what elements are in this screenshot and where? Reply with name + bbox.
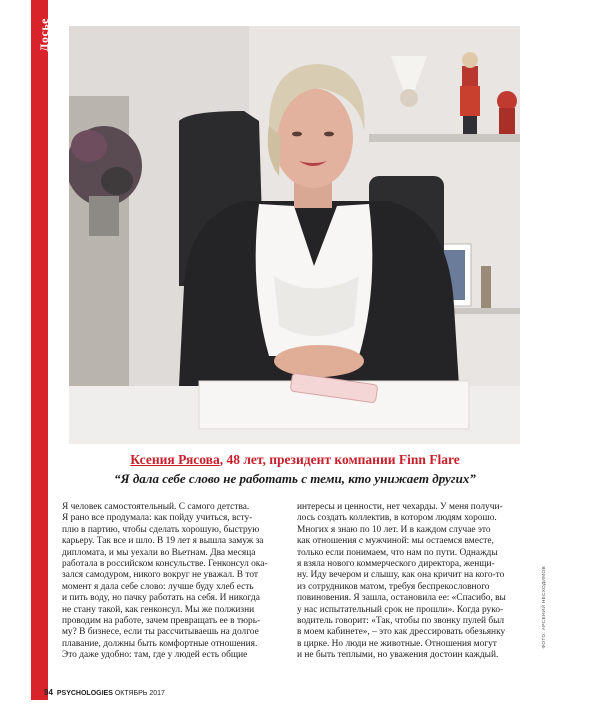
caption-person-name: Ксения Рясова: [130, 452, 220, 467]
text-line: и не быть теплыми, но уважения достоин каждый.: [297, 650, 499, 661]
text-line: как отношения с мужчиной: мы остаемся вместе,: [297, 536, 494, 547]
text-line: не стану такой, как генконсул. Мы же полжизни: [62, 604, 255, 615]
issue-date: ОКТЯБРЬ 2017: [114, 690, 165, 697]
text-line: момент я дала себе слово: лучше буду хлеб есть: [62, 581, 254, 592]
text-line: лось создать коллектив, в котором людям хорошо.: [297, 513, 497, 524]
photo-caption: [0, 452, 590, 468]
pull-quote: “Я дала себе слово не работать с теми, кто унижает других”: [114, 471, 476, 486]
text-line: карьеру. Так все и шло. В 19 лет я вышла замуж за: [62, 536, 264, 547]
text-line: работала в российском консульстве. Генконсул ока-: [62, 559, 268, 570]
text-line: му? В бизнесе, если ты рассчитываешь на долгое: [62, 627, 259, 638]
section-label: Досье: [37, 18, 51, 52]
text-line: повиновения. Я зашла, остановила ее: «Спасибо, вы: [297, 593, 506, 604]
text-line: Я рано все продумала: как пойду учиться, всту-: [62, 513, 253, 524]
text-line: ну. Иду вечером и слышу, как она кричит на кого-то: [297, 570, 505, 581]
text-line: у нас испытательный срок не прошли». Когда руко-: [297, 604, 504, 615]
text-line: из сотрудников матом, требуя беспрекословного: [297, 581, 490, 592]
text-line: Это даже удобно: там, где у людей есть общие: [62, 650, 248, 661]
text-line: в моем кабинете», – это как дрессировать обезьянку: [297, 627, 506, 638]
article-column-right: [297, 502, 527, 662]
text-line: я взяла нового коммерческого директора, женщи-: [297, 559, 495, 570]
magazine-name: PSYCHOLOGIES: [56, 690, 113, 697]
text-line: Я человек самостоятельный. С самого детства.: [62, 502, 250, 512]
text-line: проводим на работе, зачем превращать ее в тюрь-: [62, 616, 261, 627]
section-side-bar: [31, 0, 48, 700]
photo-credit: ФОТО: АРСЕНИЙ НЕСХОДИМОВ: [542, 566, 547, 649]
portrait-photo: [69, 26, 520, 444]
text-line: плю в партию, чтобы сделать хорошую, быструю: [62, 524, 260, 535]
text-line: водитель говорит: «Так, чтобы по звонку пулей был: [297, 616, 505, 627]
page-number: 94: [44, 688, 53, 697]
text-line: интересы и ценности, нет чехарды. У меня получи-: [297, 502, 503, 512]
text-line: плавание, должны быть комфортные отношения.: [62, 638, 258, 649]
text-line: зался самодуром, никого вокруг не уважал. В тот: [62, 570, 258, 581]
page-footer: [44, 688, 165, 697]
text-line: дипломата, и мы уехали во Вьетнам. Два месяца: [62, 547, 256, 558]
text-line: только если понимаем, что нам по пути. Однажды: [297, 547, 498, 558]
text-line: Многих я знаю по 10 лет. И в каждом случае это: [297, 524, 491, 535]
caption-person-details: , 48 лет, президент компании Finn Flare: [219, 452, 460, 467]
text-line: и пить воду, но пачку работать на себя. И никогда: [62, 593, 260, 604]
text-line: в цирке. Но люди не животные. Отношения могут: [297, 638, 497, 649]
article-column-left: [62, 502, 292, 662]
